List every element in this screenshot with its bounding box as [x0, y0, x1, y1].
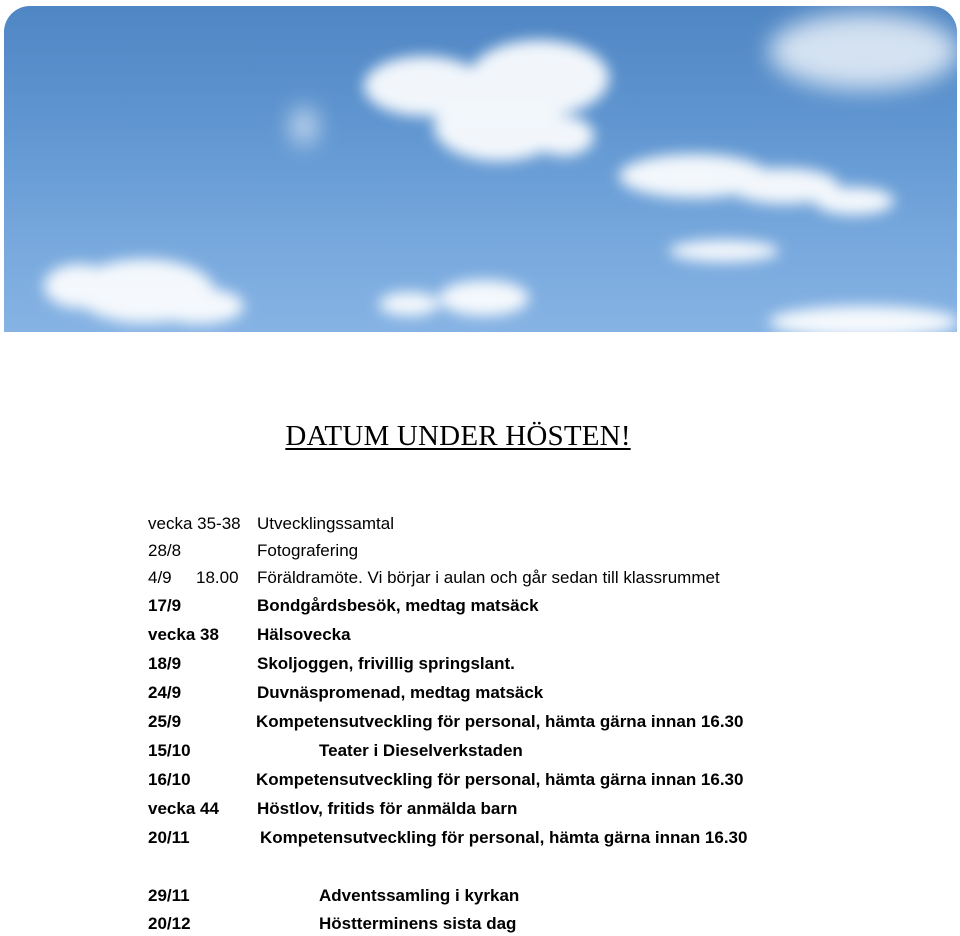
- event-text: Hälsovecka: [257, 625, 351, 644]
- event-date: vecka 38: [148, 625, 219, 644]
- page-title: DATUM UNDER HÖSTEN!: [285, 420, 631, 452]
- event-date: 16/10: [148, 770, 191, 789]
- event-text: Kompetensutveckling för personal, hämta gärna innan 16.30: [260, 828, 748, 847]
- event-text: Fotografering: [257, 541, 359, 560]
- event-date: 29/11: [148, 886, 190, 905]
- event-text: Höstterminens sista dag: [319, 914, 517, 933]
- event-text: Teater i Dieselverkstaden: [319, 741, 523, 760]
- event-date: vecka 44: [148, 799, 219, 818]
- event-date: 4/9: [148, 568, 172, 587]
- event-date: 20/12: [148, 914, 191, 933]
- event-date: vecka 35-38: [148, 514, 241, 533]
- event-date: 18/9: [148, 654, 182, 673]
- event-date: 20/11: [148, 828, 190, 847]
- event-text: Höstlov, fritids för anmälda barn: [257, 799, 518, 818]
- event-date: 28/8: [148, 541, 182, 560]
- cloud-shapes: [4, 6, 957, 332]
- event-time: 18.00: [196, 568, 239, 587]
- event-text: Kompetensutveckling för personal, hämta gärna innan 16.30: [256, 712, 744, 731]
- event-date: 24/9: [148, 683, 182, 702]
- event-text: Skoljoggen, frivillig springslant.: [257, 654, 515, 673]
- event-date: 25/9: [148, 712, 182, 731]
- sky-banner-image: [4, 6, 957, 332]
- event-date: 17/9: [148, 596, 182, 615]
- event-text: Duvnäspromenad, medtag matsäck: [257, 683, 544, 702]
- event-date: 15/10: [148, 741, 191, 760]
- event-text: Kompetensutveckling för personal, hämta gärna innan 16.30: [256, 770, 744, 789]
- event-text: Utvecklingssamtal: [257, 514, 394, 533]
- event-text: Föräldramöte. Vi börjar i aulan och går sedan till klassrummet: [257, 568, 720, 587]
- event-text: Adventssamling i kyrkan: [319, 886, 520, 905]
- event-text: Bondgårdsbesök, medtag matsäck: [257, 596, 539, 615]
